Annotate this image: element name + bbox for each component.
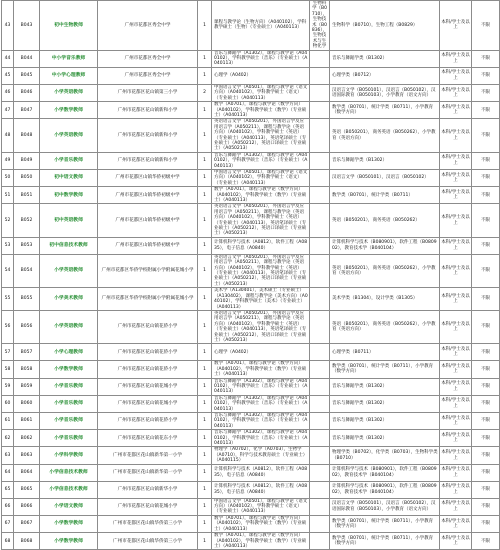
undergraduate-majors: 物理学类（B0702），化学类（B0703），生物科学类（B0710） xyxy=(330,447,440,464)
education-requirement: 本科/学士及以上 xyxy=(440,395,472,412)
position-title: 小学英语教师 xyxy=(40,310,98,343)
undergraduate-majors: 心理学类（B0711） xyxy=(330,344,440,361)
undergraduate-majors: 美术学类（B1304），设计学类（B1305） xyxy=(330,288,440,311)
school-name: 广州市花都区山镇华侨初级中学 xyxy=(98,204,198,237)
hiring-count: 1 xyxy=(198,464,212,481)
other-requirement: 不限 xyxy=(472,84,500,101)
row-number: 57 xyxy=(2,344,14,361)
row-number: 58 xyxy=(2,361,14,378)
row-number: 54 xyxy=(2,254,14,287)
graduate-majors: 计算机科学与技术（A0812），软件工程（A0835），电子信息（A0840） xyxy=(212,481,310,498)
other-majors xyxy=(310,152,330,169)
undergraduate-majors: 计算机科学与技术（B080901），软件工程（B080902），教育技术学（B040104） xyxy=(330,481,440,498)
other-majors xyxy=(310,533,330,550)
other-requirement: 不限 xyxy=(472,187,500,204)
row-number: 63 xyxy=(2,447,14,464)
other-majors xyxy=(310,254,330,287)
position-code: B053 xyxy=(14,237,40,254)
table-row xyxy=(2,464,500,481)
hiring-count: 1 xyxy=(198,102,212,119)
position-title: 小学数学教师 xyxy=(40,533,98,550)
row-number: 50 xyxy=(2,169,14,186)
table-row xyxy=(2,481,500,498)
position-title: 初中数学教师 xyxy=(40,187,98,204)
education-requirement: 本科/学士及以上 xyxy=(440,169,472,186)
position-title: 初中英语教师 xyxy=(40,204,98,237)
other-requirement: 不限 xyxy=(472,344,500,361)
row-number: 49 xyxy=(2,152,14,169)
other-requirement: 不限 xyxy=(472,498,500,515)
position-code: B068 xyxy=(14,533,40,550)
hiring-count: 1 xyxy=(198,187,212,204)
graduate-majors: 数学（A0701），课程与教学论（数学方向）（A040102），学科教学硕士（数学）（专业硕士）（A040113） xyxy=(212,102,310,119)
position-title: 初中语文教师 xyxy=(40,169,98,186)
position-code: B063 xyxy=(14,447,40,464)
position-code: B066 xyxy=(14,498,40,515)
table-row xyxy=(2,152,500,169)
school-name: 广州市花都区山镇华侨初级中学 xyxy=(98,169,198,186)
position-title: 小学英语教师 xyxy=(40,119,98,152)
education-requirement: 本科/学士及以上 xyxy=(440,378,472,395)
other-majors xyxy=(310,310,330,343)
other-requirement: 不限 xyxy=(472,1,500,51)
hiring-count: 1 xyxy=(198,288,212,311)
graduate-majors: 数学（A0701），课程与教学论（数学方向）（A040102），学科教学硕士（数学）（专业硕士）（A040113） xyxy=(212,533,310,550)
school-name: 广州市花都区花山镇花城小学 xyxy=(98,378,198,395)
position-code: B059 xyxy=(14,378,40,395)
graduate-majors: 中国语言文学（A0501），课程与教学论（语文方向）（A040102），学科教学硕士（语文）（专业硕士）（A040113） xyxy=(212,169,310,186)
table-row xyxy=(2,237,500,254)
position-code: B057 xyxy=(14,344,40,361)
other-requirement: 不限 xyxy=(472,119,500,152)
other-majors xyxy=(310,464,330,481)
education-requirement: 本科/学士及以上 xyxy=(440,533,472,550)
school-name: 广州市花都区花山镇新和小学 xyxy=(98,102,198,119)
row-number: 52 xyxy=(2,204,14,237)
school-name: 广州市花都区花山镇花侨小学 xyxy=(98,344,198,361)
row-number: 67 xyxy=(2,515,14,532)
row-number: 48 xyxy=(2,119,14,152)
other-majors xyxy=(310,67,330,84)
other-requirement: 不限 xyxy=(472,67,500,84)
education-requirement: 本科/学士及以上 xyxy=(440,447,472,464)
table-row xyxy=(2,310,500,343)
position-title: 小学科学教师 xyxy=(40,447,98,464)
education-requirement: 本科/学士及以上 xyxy=(440,50,472,67)
other-requirement: 不限 xyxy=(472,310,500,343)
row-number: 47 xyxy=(2,102,14,119)
row-number: 46 xyxy=(2,84,14,101)
school-name: 广州市花都区山镇华侨初级中学 xyxy=(98,187,198,204)
undergraduate-majors: 英语（B050201），商务英语（B050262），小学教育（英语方向） xyxy=(330,310,440,343)
table-row xyxy=(2,395,500,412)
other-requirement: 不限 xyxy=(472,378,500,395)
graduate-majors: 计算机科学与技术（A0812），软件工程（A0835），电子信息（A0840） xyxy=(212,237,310,254)
graduate-majors: 中国语言文学（A0501），课程与教学论（语文方向）（A040102），学科教学硕士（语文）（专业硕士）（A040113） xyxy=(212,84,310,101)
row-number: 60 xyxy=(2,395,14,412)
graduate-majors: 英语语言文学（A050201），外国语言学及应用语言学（A050211），课程与教学论（英语方向）（A040102），学科教学硕士（英语）（专业硕士）（A040113），英语笔译硕士（专业硕士）（A050212），英语口译硕士（专业硕士）（A050213） xyxy=(212,254,310,287)
table-row xyxy=(2,187,500,204)
other-majors xyxy=(310,430,330,447)
other-majors xyxy=(310,50,330,67)
hiring-count: 1 xyxy=(198,204,212,237)
other-majors xyxy=(310,102,330,119)
table-row xyxy=(2,169,500,186)
position-code: B054 xyxy=(14,254,40,287)
position-code: B064 xyxy=(14,464,40,481)
other-requirement: 不限 xyxy=(472,237,500,254)
row-number: 61 xyxy=(2,413,14,430)
graduate-majors: 美术学（A130401），美术硕士（专业硕士）（A130402），课程与教学论（美术方向）（A040102），学科教学硕士（美术）（专业硕士）（A040113） xyxy=(212,288,310,311)
other-requirement: 不限 xyxy=(472,50,500,67)
position-title: 初中信息技术教师 xyxy=(40,237,98,254)
table-row xyxy=(2,533,500,550)
hiring-count: 1 xyxy=(198,515,212,532)
position-title: 小学数学教师 xyxy=(40,102,98,119)
school-name: 广州市花都区山镇华侨初级中学 xyxy=(98,237,198,254)
other-requirement: 不限 xyxy=(472,288,500,311)
hiring-count: 1 xyxy=(198,254,212,287)
other-majors: 生物科学（B0710），生物技术（B0836），生物技术与生物化学 xyxy=(310,1,330,51)
school-name: 广州市花都区花山镇新和小学 xyxy=(98,152,198,169)
position-code: B055 xyxy=(14,288,40,311)
table-row xyxy=(2,50,500,67)
education-requirement: 本科/学士及以上 xyxy=(440,310,472,343)
hiring-count: 1 xyxy=(198,119,212,152)
table-row xyxy=(2,378,500,395)
undergraduate-majors: 数学类（B0701），统计学类（B0711），小学教育（数学方向） xyxy=(330,102,440,119)
hiring-count: 1 xyxy=(198,378,212,395)
other-majors xyxy=(310,288,330,311)
other-requirement: 不限 xyxy=(472,152,500,169)
education-requirement: 本科/学士及以上 xyxy=(440,237,472,254)
hiring-count: 1 xyxy=(198,481,212,498)
hiring-count: 1 xyxy=(198,533,212,550)
undergraduate-majors: 英语（B050201），商务英语（B050262） xyxy=(330,204,440,237)
position-code: B052 xyxy=(14,204,40,237)
table-row xyxy=(2,344,500,361)
position-code: B058 xyxy=(14,361,40,378)
position-code: B050 xyxy=(14,169,40,186)
graduate-majors: 英语语言文学（A050201），外国语言学及应用语言学（A050211），课程与教学论（英语方向）（A040102），学科教学硕士（英语）（专业硕士）（A040113），英语笔译硕士（专业硕士）（A050212），英语口译硕士（专业硕士）（A050213） xyxy=(212,310,310,343)
education-requirement: 本科/学士及以上 xyxy=(440,204,472,237)
graduate-majors: 音乐与舞蹈学（A1302），课程与教学论（A040102），学科教学硕士（音乐）（专业硕士）（A040113） xyxy=(212,152,310,169)
position-code: B043 xyxy=(14,1,40,51)
table-row xyxy=(2,254,500,287)
undergraduate-majors: 音乐与舞蹈学类（B1302） xyxy=(330,152,440,169)
education-requirement: 本科/学士及以上 xyxy=(440,498,472,515)
other-requirement: 不限 xyxy=(472,169,500,186)
position-code: B051 xyxy=(14,187,40,204)
graduate-majors: 音乐与舞蹈学（A1302），课程与教学论（A040102），学科教学硕士（音乐）（专业硕士）（A040113） xyxy=(212,378,310,395)
position-title: 小学数学教师 xyxy=(40,361,98,378)
school-name: 广州市花都区华侨学校附属小学附属花城小学 xyxy=(98,254,198,287)
undergraduate-majors: 音乐与舞蹈学类（B1302） xyxy=(330,50,440,67)
position-title: 小学信息技术教师 xyxy=(40,464,98,481)
other-requirement: 不限 xyxy=(472,515,500,532)
position-code: B048 xyxy=(14,119,40,152)
undergraduate-majors: 英语（B050201），商务英语（B050262），小学教育（英语方向） xyxy=(330,119,440,152)
undergraduate-majors: 音乐与舞蹈学类（B1302） xyxy=(330,430,440,447)
school-name: 广州市花都区花山镇华侨第三小学 xyxy=(98,515,198,532)
hiring-count: 1 xyxy=(198,50,212,67)
hiring-count: 1 xyxy=(198,237,212,254)
position-title: 小学音乐教师 xyxy=(40,430,98,447)
graduate-majors: 计算机科学与技术（A0812），软件工程（A0835），电子信息（A0840） xyxy=(212,464,310,481)
graduate-majors: 数学（A0701），课程与教学论（数学方向）（A040102），学科教学硕士（数学）（专业硕士）（A040113） xyxy=(212,187,310,204)
graduate-majors: 音乐与舞蹈学（A1302），课程与教学论（A040102），学科教学硕士（音乐）（专业硕士）（A040113） xyxy=(212,413,310,430)
position-title: 小学信息技术教师 xyxy=(40,481,98,498)
undergraduate-majors: 计算机科学与技术（B080901），软件工程（B080902），教育技术学（B040104） xyxy=(330,464,440,481)
education-requirement: 本科/学士及以上 xyxy=(440,152,472,169)
other-majors xyxy=(310,204,330,237)
row-number: 66 xyxy=(2,498,14,515)
other-majors xyxy=(310,378,330,395)
education-requirement: 本科/学士及以上 xyxy=(440,254,472,287)
graduate-majors: 数学（A0701），课程与教学论（数学方向）（A040102），学科教学硕士（数学）（专业硕士）（A040113） xyxy=(212,361,310,378)
other-majors xyxy=(310,169,330,186)
undergraduate-majors: 英语（B050201），商务英语（B050262），小学教育（英语方向） xyxy=(330,254,440,287)
graduate-majors: 中国语言文学（A0501），课程与教学论（语文方向）（A040102），学科教学硕士（语文）（专业硕士）（A040113） xyxy=(212,498,310,515)
hiring-count: 1 xyxy=(198,152,212,169)
school-name: 广州市花都区华侨学校附属小学附属花城小学 xyxy=(98,288,198,311)
school-name: 广州市花都区花山镇花城小学 xyxy=(98,395,198,412)
graduate-majors: 英语语言文学（A050201），外国语言学及应用语言学（A050211），课程与教学论（英语方向）（A040102），学科教学硕士（英语）（专业硕士）（A040113），英语笔译硕士（专业硕士）（A050212），英语口译硕士（专业硕士）（A050213） xyxy=(212,204,310,237)
position-code: B044 xyxy=(14,50,40,67)
row-number: 43 xyxy=(2,1,14,51)
hiring-count: 1 xyxy=(198,447,212,464)
position-title: 小学心理教师 xyxy=(40,344,98,361)
position-code: B056 xyxy=(14,310,40,343)
school-name: 广州市花都区秀全中学 xyxy=(98,67,198,84)
undergraduate-majors: 汉语言文学（B050101），汉语言（B050102） xyxy=(330,169,440,186)
school-name: 广州市花都区花山镇花侨小学 xyxy=(98,310,198,343)
graduate-majors: 课程与教学论（生物方向）（A040102），学科教学硕士（生物）（专业硕士）（A040113） xyxy=(212,1,310,51)
position-code: B061 xyxy=(14,413,40,430)
other-majors xyxy=(310,413,330,430)
hiring-count: 1 xyxy=(198,169,212,186)
hiring-count: 1 xyxy=(198,361,212,378)
table-row xyxy=(2,119,500,152)
hiring-count: 1 xyxy=(198,498,212,515)
other-requirement: 不限 xyxy=(472,430,500,447)
school-name: 广州市花都区花山镇花东小学 xyxy=(98,430,198,447)
position-code: B060 xyxy=(14,395,40,412)
school-name: 广州市花都区秀全中学 xyxy=(98,50,198,67)
undergraduate-majors: 音乐与舞蹈学类（B1302） xyxy=(330,413,440,430)
undergraduate-majors: 生物科学（B0710），生物工程（B0829） xyxy=(330,1,440,51)
other-majors xyxy=(310,498,330,515)
table-row xyxy=(2,413,500,430)
graduate-majors: 音乐与舞蹈学（A1302），课程与教学论（A040102），学科教学硕士（音乐）（专业硕士）（A040113） xyxy=(212,430,310,447)
other-requirement: 不限 xyxy=(472,254,500,287)
education-requirement: 本科/学士及以上 xyxy=(440,187,472,204)
other-majors xyxy=(310,344,330,361)
table-row xyxy=(2,67,500,84)
graduate-majors: 心理学（A0402） xyxy=(212,67,310,84)
hiring-count: 1 xyxy=(198,430,212,447)
education-requirement: 本科/学士及以上 xyxy=(440,430,472,447)
hiring-count: 1 xyxy=(198,1,212,51)
other-majors xyxy=(310,515,330,532)
education-requirement: 本科/学士及以上 xyxy=(440,464,472,481)
table-row xyxy=(2,430,500,447)
table-row xyxy=(2,498,500,515)
position-code: B067 xyxy=(14,515,40,532)
undergraduate-majors: 数学类（B0701），统计学类（B0711），小学教育（数学方向） xyxy=(330,515,440,532)
graduate-majors: 物理学（A0702），化学（A0703），生物学（A0710），科学与技术教育硕士（专业硕士）（A040115） xyxy=(212,447,310,464)
row-number: 44 xyxy=(2,50,14,67)
other-requirement: 不限 xyxy=(472,395,500,412)
school-name: 广州市花都区秀全中学 xyxy=(98,1,198,51)
education-requirement: 本科/学士及以上 xyxy=(440,1,472,51)
education-requirement: 本科/学士及以上 xyxy=(440,344,472,361)
education-requirement: 本科/学士及以上 xyxy=(440,481,472,498)
education-requirement: 本科/学士及以上 xyxy=(440,102,472,119)
table-row xyxy=(2,515,500,532)
undergraduate-majors: 汉语言文学（B050101），汉语言（B050102），汉语国际教育（B050103），小学教育（语文方向） xyxy=(330,498,440,515)
other-majors xyxy=(310,481,330,498)
position-title: 小学音乐教师 xyxy=(40,378,98,395)
school-name: 广州市花都区花山镇第三小学 xyxy=(98,84,198,101)
table-body xyxy=(2,1,500,550)
graduate-majors: 数学（A0701），课程与教学论（数学方向）（A040102），学科教学硕士（数学）（专业硕士）（A040113） xyxy=(212,515,310,532)
position-title: 小学英语教师 xyxy=(40,84,98,101)
table-row xyxy=(2,447,500,464)
other-requirement: 不限 xyxy=(472,447,500,464)
position-code: B062 xyxy=(14,430,40,447)
school-name: 广州市花都区花山镇花城小学 xyxy=(98,498,198,515)
undergraduate-majors: 数学类（B0701），统计学类（B0711） xyxy=(330,187,440,204)
other-majors xyxy=(310,187,330,204)
school-name: 广州市花都区花山镇新和小学 xyxy=(98,119,198,152)
position-title: 小学音乐教师 xyxy=(40,152,98,169)
position-title: 小学数学教师 xyxy=(40,515,98,532)
other-majors xyxy=(310,395,330,412)
undergraduate-majors: 汉语言文学（B050101），汉语言（B050102），汉语国际教育（B050103），小学教育（语文方向） xyxy=(330,84,440,101)
graduate-majors: 英语语言文学（A050201），外国语言学及应用语言学（A050211），课程与教学论（英语方向）（A040102），学科教学硕士（英语）（专业硕士）（A040113），英语笔译硕士（专业硕士）（A050212），英语口译硕士（专业硕士）（A050213） xyxy=(212,119,310,152)
position-title: 小学语文教师 xyxy=(40,498,98,515)
undergraduate-majors: 音乐与舞蹈学类（B1302） xyxy=(330,395,440,412)
row-number: 62 xyxy=(2,430,14,447)
other-majors xyxy=(310,361,330,378)
school-name: 广州市花都区花山镇华侨第三小学 xyxy=(98,533,198,550)
position-title: 初中生物教师 xyxy=(40,1,98,51)
hiring-count: 1 xyxy=(198,344,212,361)
education-requirement: 本科/学士及以上 xyxy=(440,515,472,532)
school-name: 广州市花都区花山镇花侨小学 xyxy=(98,361,198,378)
school-name: 广州市花都区花山镇花侨小学 xyxy=(98,413,198,430)
table-row xyxy=(2,361,500,378)
position-code: B045 xyxy=(14,67,40,84)
other-requirement: 不限 xyxy=(472,102,500,119)
recruitment-table xyxy=(1,0,500,550)
education-requirement: 本科/学士及以上 xyxy=(440,119,472,152)
undergraduate-majors: 心理学类（B0712） xyxy=(330,67,440,84)
undergraduate-majors: 数学类（B0701），统计学类（B0711），小学教育（数学方向） xyxy=(330,533,440,550)
position-title: 小学音乐教师 xyxy=(40,395,98,412)
position-code: B065 xyxy=(14,481,40,498)
position-code: B046 xyxy=(14,84,40,101)
position-title: 小学音乐教师 xyxy=(40,413,98,430)
position-title: 中小学音乐教师 xyxy=(40,50,98,67)
table-row xyxy=(2,102,500,119)
school-name: 广州市花都区花山镇新华第一小学 xyxy=(98,464,198,481)
position-title: 小学美术教师 xyxy=(40,288,98,311)
education-requirement: 本科/学士及以上 xyxy=(440,84,472,101)
hiring-count: 1 xyxy=(198,413,212,430)
other-majors xyxy=(310,84,330,101)
row-number: 59 xyxy=(2,378,14,395)
table-row xyxy=(2,84,500,101)
row-number: 51 xyxy=(2,187,14,204)
table-row xyxy=(2,288,500,311)
table-row xyxy=(2,204,500,237)
hiring-count: 1 xyxy=(198,395,212,412)
other-requirement: 不限 xyxy=(472,361,500,378)
undergraduate-majors: 计算机科学与技术（B080901），软件工程（B080902），教育技术学（B040104） xyxy=(330,237,440,254)
row-number: 45 xyxy=(2,67,14,84)
other-requirement: 不限 xyxy=(472,481,500,498)
graduate-majors: 音乐与舞蹈学（A1302），课程与教学论（A040102），学科教学硕士（音乐）（专业硕士）（A040113） xyxy=(212,395,310,412)
row-number: 65 xyxy=(2,481,14,498)
undergraduate-majors: 数学类（B0701），统计学类（B0711），小学教育（数学方向） xyxy=(330,361,440,378)
other-majors xyxy=(310,237,330,254)
hiring-count: 1 xyxy=(198,310,212,343)
row-number: 68 xyxy=(2,533,14,550)
position-code: B047 xyxy=(14,102,40,119)
row-number: 53 xyxy=(2,237,14,254)
other-requirement: 不限 xyxy=(472,413,500,430)
graduate-majors: 心理学（A0402） xyxy=(212,344,310,361)
education-requirement: 本科/学士及以上 xyxy=(440,361,472,378)
other-requirement: 不限 xyxy=(472,204,500,237)
school-name: 广州市花都区花山镇新华小学 xyxy=(98,481,198,498)
graduate-majors: 音乐与舞蹈学（A1302），课程与教学论（A040102），学科教学硕士（音乐）（专业硕士）（A040113） xyxy=(212,50,310,67)
position-title: 小学英语教师 xyxy=(40,254,98,287)
other-requirement: 不限 xyxy=(472,533,500,550)
education-requirement: 本科/学士及以上 xyxy=(440,288,472,311)
school-name: 广州市花都区花山镇新华第一小学 xyxy=(98,447,198,464)
other-majors xyxy=(310,119,330,152)
undergraduate-majors: 音乐与舞蹈学类（B1302） xyxy=(330,378,440,395)
row-number: 56 xyxy=(2,310,14,343)
other-requirement: 不限 xyxy=(472,464,500,481)
other-majors xyxy=(310,447,330,464)
table-row xyxy=(2,1,500,51)
row-number: 55 xyxy=(2,288,14,311)
hiring-count: 2 xyxy=(198,84,212,101)
education-requirement: 本科/学士及以上 xyxy=(440,413,472,430)
hiring-count: 1 xyxy=(198,67,212,84)
row-number: 64 xyxy=(2,464,14,481)
education-requirement: 本科/学士及以上 xyxy=(440,67,472,84)
position-code: B049 xyxy=(14,152,40,169)
position-title: 中小学心理教师 xyxy=(40,67,98,84)
